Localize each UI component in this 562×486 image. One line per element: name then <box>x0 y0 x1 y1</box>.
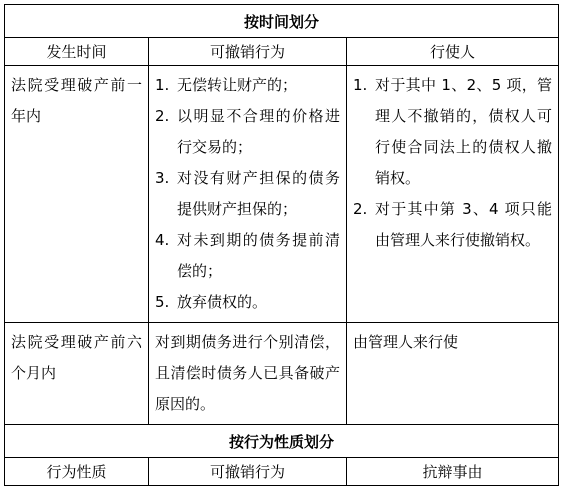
row2-actor: 由管理人来行使 <box>347 323 559 425</box>
header-nature: 行为性质 <box>5 458 149 486</box>
list-item: 5. 放弃债权的。 <box>155 293 268 311</box>
actors-list <box>353 70 552 256</box>
section2-title: 按行为性质划分 <box>5 425 559 458</box>
list-item: 2. 以明显不合理的价格进行交易的； <box>155 107 340 156</box>
row1-time: 法院受理破产前一年内 <box>5 66 149 323</box>
row2-time: 法院受理破产前六个月内 <box>5 323 149 425</box>
header-acts-2: 可撤销行为 <box>149 458 347 486</box>
header-time: 发生时间 <box>5 38 149 66</box>
header-defense: 抗辩事由 <box>347 458 559 486</box>
list-item: 1. 无偿转让财产的； <box>155 76 298 94</box>
row2-acts: 对到期债务进行个别清偿，且清偿时债务人已具备破产原因的。 <box>149 323 347 425</box>
table-row <box>5 323 559 425</box>
header-acts: 可撤销行为 <box>149 38 347 66</box>
list-item: 4. 对未到期的债务提前清偿的； <box>155 231 340 280</box>
legal-table <box>4 4 559 486</box>
list-item: 1. 对于其中 1、2、5 项，管理人不撤销的，债权人可行使合同法上的债权人撤销权。 <box>353 76 553 187</box>
header-actor: 行使人 <box>347 38 559 66</box>
section1-header-row <box>5 38 559 66</box>
row1-actors <box>347 66 559 323</box>
section2-header-row <box>5 458 559 486</box>
acts-list <box>155 70 340 318</box>
row1-acts <box>149 66 347 323</box>
table-row <box>5 66 559 323</box>
section2-title-row <box>5 425 559 458</box>
list-item: 2. 对于其中第 3、4 项只能由管理人来行使撤销权。 <box>353 200 553 249</box>
list-item: 3. 对没有财产担保的债务提供财产担保的； <box>155 169 340 218</box>
section1-title-row <box>5 5 559 38</box>
section1-title: 按时间划分 <box>5 5 559 38</box>
